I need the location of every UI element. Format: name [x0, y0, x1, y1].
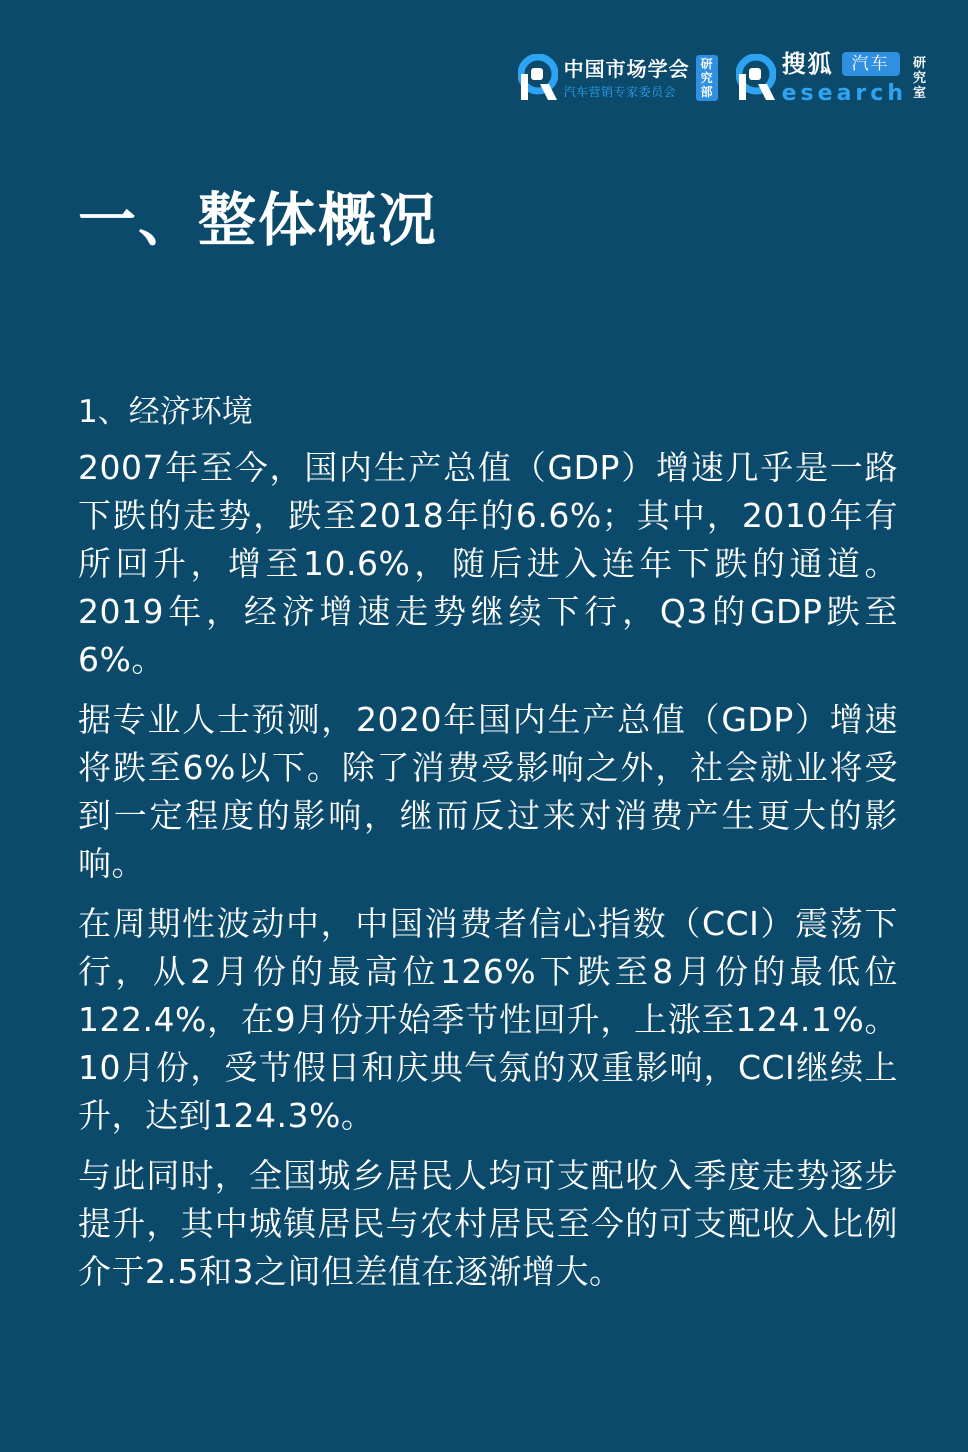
main-content: [78, 388, 898, 1308]
cma-title: 中国市场学会: [563, 57, 690, 81]
badge-char: 研: [700, 57, 713, 71]
badge-char: 室: [912, 85, 926, 101]
paragraph-gdp-forecast: 据专业人士预测，2020年国内生产总值（GDP）增速将跌至6%以下。除了消费受影响之外，社会就业将受到一定程度的影响，继而反过来对消费产生更大的影响。: [78, 700, 898, 883]
sub-heading: 1、经济环境: [78, 394, 253, 430]
sohu-badge: [913, 56, 926, 101]
paragraph-cci: 在周期性波动中，中国消费者信心指数（CCI）震荡下行，从2月份的最高位126%下跌至8月份的最低位122.4%，在9月份开始季节性回升，上涨至124.1%。10月份，受节假日和庆典气氛的双重影响，CCI继续上升，达到124.3%。: [78, 904, 898, 1135]
cma-badge: [696, 55, 718, 101]
research-wordmark: esearch: [781, 81, 907, 106]
header-logos: [518, 50, 926, 106]
sohu-logo: [736, 50, 926, 106]
r-logo-icon: [736, 54, 776, 102]
r-logo-icon: [518, 54, 558, 102]
badge-char: 究: [700, 71, 713, 85]
badge-char: 研: [912, 55, 926, 71]
badge-char: 究: [912, 70, 926, 86]
badge-char: 部: [700, 85, 713, 99]
paragraph-gdp-history: 2007年至今，国内生产总值（GDP）增速几乎是一路下跌的走势，跌至2018年的6.6%；其中，2010年有所回升，增至10.6%，随后进入连年下跌的通道。2019年，经济增速走势继续下行，Q3的GDP跌至6%。: [78, 448, 898, 679]
paragraph-income: 与此同时，全国城乡居民人均可支配收入季度走势逐步提升，其中城镇居民与农村居民至今的可支配收入比例介于2.5和3之间但差值在逐渐增大。: [78, 1156, 898, 1291]
sohu-name: 搜狐: [781, 50, 834, 78]
cma-subtitle: 汽车营销专家委员会: [563, 85, 677, 99]
section-title: 一、整体概况: [78, 186, 439, 254]
cma-logo: [518, 54, 718, 102]
auto-badge: 汽车: [842, 52, 900, 76]
